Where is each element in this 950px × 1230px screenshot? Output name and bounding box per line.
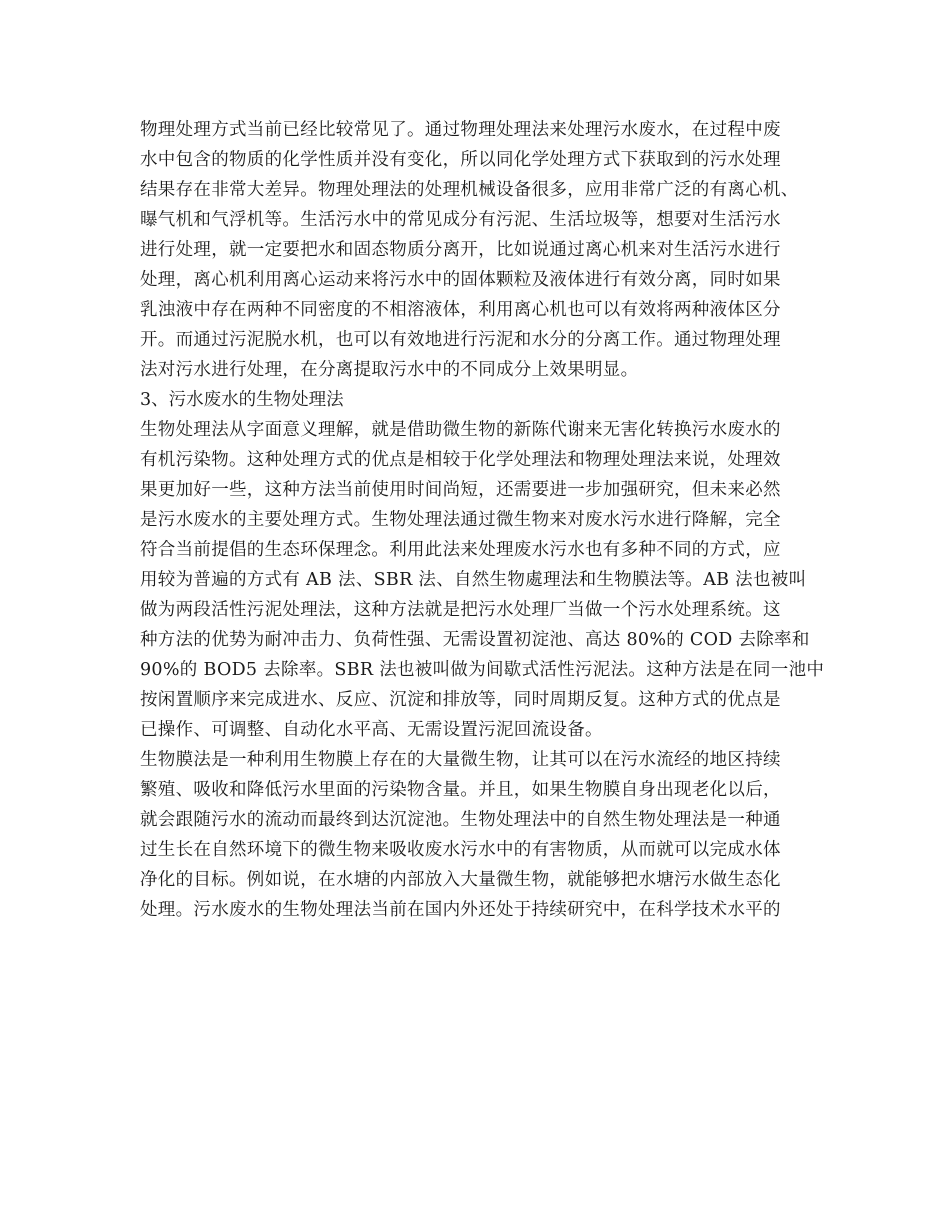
text-line: 按闲置顺序来完成进水、反应、沉淀和排放等，同时周期反复。这种方式的优点是 xyxy=(140,690,781,710)
text-line: 处理。污水废水的生物处理法当前在国内外还处于持续研究中，在科学技术水平的 xyxy=(140,900,781,920)
text-line: 过生长在自然环境下的微生物来吸收废水污水中的有害物质，从而就可以完成水体 xyxy=(140,840,781,860)
text-line: 果更加好一些，这种方法当前使用时间尚短，还需要进一步加强研究，但未来必然 xyxy=(140,480,781,500)
text-line: 符合当前提倡的生态环保理念。利用此法来处理废水污水也有多种不同的方式，应 xyxy=(140,540,781,560)
text-line: 曝气机和气浮机等。生活污水中的常见成分有污泥、生活垃圾等，想要对生活污水 xyxy=(140,210,781,230)
text-line: 水中包含的物质的化学性质并没有变化，所以同化学处理方式下获取到的污水处理 xyxy=(140,150,781,170)
paragraph-physical-treatment xyxy=(140,115,816,385)
text-line: 乳浊液中存在两种不同密度的不相溶液体，利用离心机也可以有效将两种液体区分 xyxy=(140,300,781,320)
text-line: 进行处理，就一定要把水和固态物质分离开，比如说通过离心机来对生活污水进行 xyxy=(140,240,781,260)
text-line: 开。而通过污泥脱水机，也可以有效地进行污泥和水分的分离工作。通过物理处理 xyxy=(140,330,781,350)
text-line: 结果存在非常大差异。物理处理法的处理机械设备很多，应用非常广泛的有离心机、 xyxy=(140,180,799,200)
paragraph-biological-treatment xyxy=(140,415,825,745)
text-line: 做为两段活性污泥处理法，这种方法就是把污水处理厂当做一个污水处理系统。这 xyxy=(140,600,781,620)
document-page xyxy=(140,115,825,925)
text-line: 处理，离心机利用离心运动来将污水中的固体颗粒及液体进行有效分离，同时如果 xyxy=(140,270,781,290)
text-line: 物理处理方式当前已经比较常见了。通过物理处理法来处理污水废水，在过程中废 xyxy=(140,120,781,140)
text-line: 已操作、可调整、自动化水平高、无需设置污泥回流设备。 xyxy=(140,720,603,740)
text-line: 90%的 BOD5 去除率。SBR 法也被叫做为间歇式活性污泥法。这种方法是在同一池中 xyxy=(140,660,825,680)
text-line: 净化的目标。例如说，在水塘的内部放入大量微生物，就能够把水塘污水做生态化 xyxy=(140,870,781,890)
text-line: 就会跟随污水的流动而最终到达沉淀池。生物处理法中的自然生物处理法是一种通 xyxy=(140,810,781,830)
text-line: 有机污染物。这种处理方式的优点是相较于化学处理法和物理处理法来说，处理效 xyxy=(140,450,781,470)
text-line: 用较为普遍的方式有 AB 法、SBR 法、自然生物處理法和生物膜法等。AB 法也被叫 xyxy=(140,570,807,590)
section-heading: 3、污水废水的生物处理法 xyxy=(140,390,344,410)
text-line: 繁殖、吸收和降低污水里面的污染物含量。并且，如果生物膜自身出现老化以后， xyxy=(140,780,781,800)
text-line: 法对污水进行处理，在分离提取污水中的不同成分上效果明显。 xyxy=(140,360,639,380)
text-line: 生物处理法从字面意义理解，就是借助微生物的新陈代谢来无害化转换污水废水的 xyxy=(140,420,781,440)
paragraph-biofilm-method xyxy=(140,745,816,925)
text-line: 种方法的优势为耐冲击力、负荷性强、无需设置初淀池、高达 80%的 COD 去除率和 xyxy=(140,630,810,650)
text-line: 生物膜法是一种利用生物膜上存在的大量微生物，让其可以在污水流经的地区持续 xyxy=(140,750,781,770)
text-line: 是污水废水的主要处理方式。生物处理法通过微生物来对废水污水进行降解，完全 xyxy=(140,510,781,530)
